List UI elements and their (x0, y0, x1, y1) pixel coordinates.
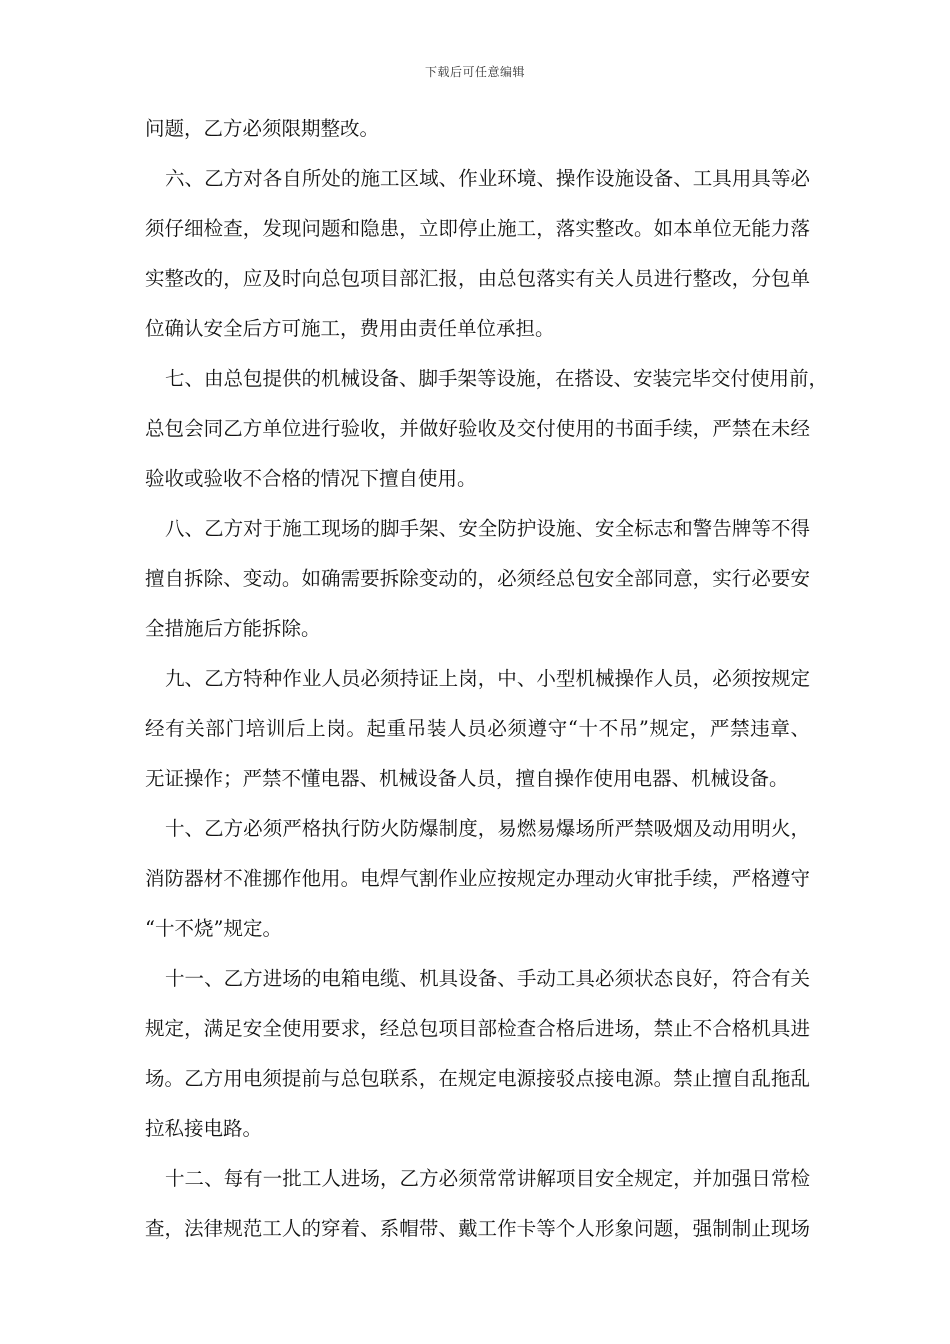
document-line: 七、由总包提供的机械设备、脚手架等设施，在搭设、安装完毕交付使用前， (165, 367, 829, 390)
document-line: 擅自拆除、变动。如确需要拆除变动的，必须经总包安全部同意，实行必要安 (145, 567, 810, 590)
document-line: 全措施后方能拆除。 (145, 617, 321, 640)
document-line: 十、乙方必须严格执行防火防爆制度，易燃易爆场所严禁吸烟及动用明火， (165, 817, 810, 840)
document-line: 六、乙方对各自所处的施工区域、作业环境、操作设施设备、工具用具等必 (165, 167, 810, 190)
document-line: 场。乙方用电须提前与总包联系，在规定电源接驳点接电源。禁止擅自乱拖乱 (145, 1067, 810, 1090)
document-line: 经有关部门培训后上岗。起重吊装人员必须遵守“十不吊”规定，严禁违章、 (145, 717, 810, 740)
document-line: 无证操作；严禁不懂电器、机械设备人员，擅自操作使用电器、机械设备。 (145, 767, 789, 790)
document-line: 位确认安全后方可施工，费用由责任单位承担。 (145, 317, 555, 340)
page-header: 下载后可任意编辑 (424, 65, 525, 79)
document-line: 十二、每有一批工人进场，乙方必须常常讲解项目安全规定，并加强日常检 (165, 1167, 810, 1190)
document-line: 实整改的，应及时向总包项目部汇报，由总包落实有关人员进行整改，分包单 (145, 267, 810, 290)
document-line: 规定，满足安全使用要求，经总包项目部检查合格后进场，禁止不合格机具进 (145, 1017, 810, 1040)
document-line: “十不烧”规定。 (145, 917, 282, 940)
document-line: 验收或验收不合格的情况下擅自使用。 (145, 467, 477, 490)
document-line: 八、乙方对于施工现场的脚手架、安全防护设施、安全标志和警告牌等不得 (165, 517, 810, 540)
document-line: 拉私接电路。 (145, 1117, 263, 1140)
document-line: 十一、乙方进场的电箱电缆、机具设备、手动工具必须状态良好，符合有关 (165, 967, 810, 990)
document-line: 须仔细检查，发现问题和隐患，立即停止施工，落实整改。如本单位无能力落 (145, 217, 810, 240)
document-line: 总包会同乙方单位进行验收，并做好验收及交付使用的书面手续，严禁在未经 (145, 417, 810, 440)
document-line: 问题，乙方必须限期整改。 (145, 117, 380, 140)
document-body (145, 104, 829, 1254)
document-line: 九、乙方特种作业人员必须持证上岗，中、小型机械操作人员，必须按规定 (165, 667, 810, 690)
document-line: 查，法律规范工人的穿着、系帽带、戴工作卡等个人形象问题，强制制止现场 (145, 1217, 810, 1240)
document-line: 消防器材不准挪作他用。电焊气割作业应按规定办理动火审批手续，严格遵守 (145, 867, 810, 890)
